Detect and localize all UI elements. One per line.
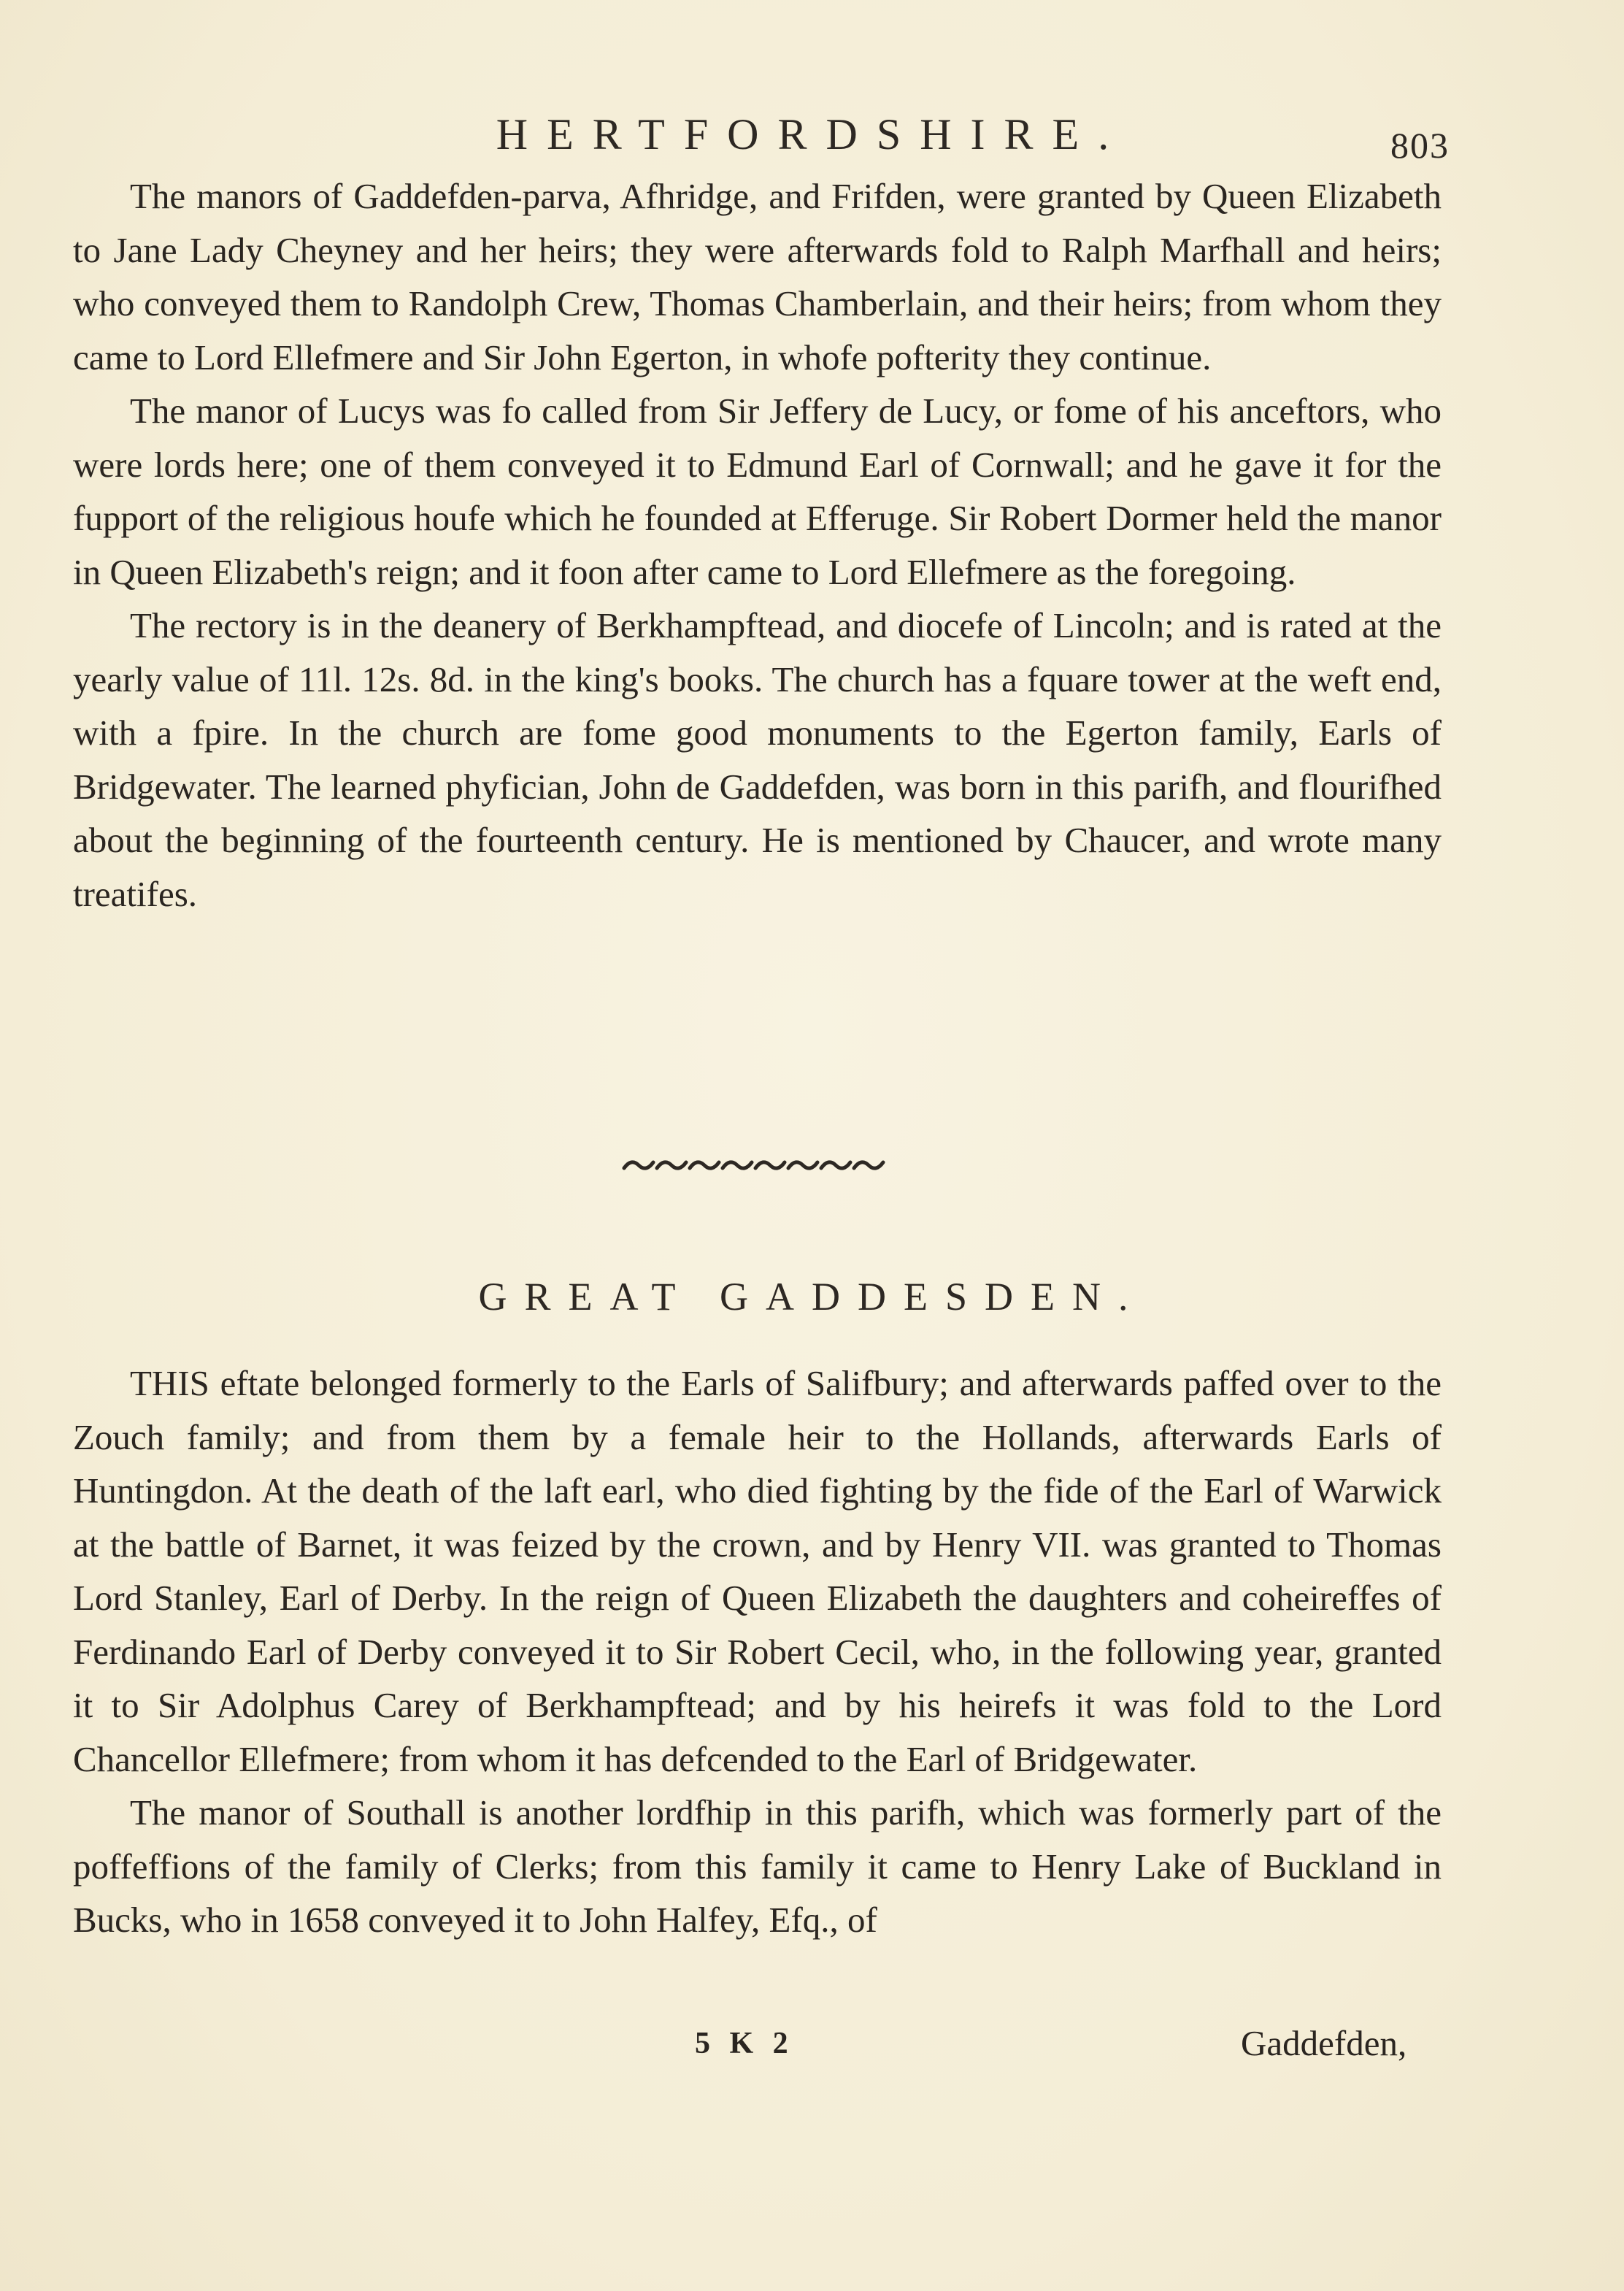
paragraph-estate-history: THIS eftate belonged formerly to the Earls of Salifbury; and afterwards paffed over to the Zouch family; and from them by a female heir to the Hollands, afterwards Earls of Huntingdon. At the death of the laft earl, who died fighting by the fide of the Earl of Warwick at the battle of Barnet, it was feized by the crown, and by Henry VII. was granted to Thomas Lord Stanley, Earl of Derby. In the reign of Queen Elizabeth the daughters and coheireffes of Ferdinando Earl of Derby conveyed it to Sir Robert Cecil, who, in the following year, granted it to Sir Adolphus Carey of Berkhampftead; and by his heirefs it was fold to the Lord Chancellor Ellefmere; from whom it has defcended to the Earl of Bridgewater. bbox=[73, 1363, 1442, 1779]
catchword: Gaddefden, bbox=[1241, 2023, 1407, 2063]
section-title-great-gaddesden: GREAT GADDESDEN. bbox=[478, 1275, 1146, 1319]
signature-mark: 5 K 2 bbox=[695, 2027, 794, 2060]
paragraph-rectory: The rectory is in the deanery of Berkhampftead, and diocefe of Lincoln; and is rated at the yearly value of 11l. 12s. 8d. in the king's books. The church has a fquare tower at the weft end, with a fpire. In the church are fome good monuments to the Egerton family, Earls of Bridgewater. The learned phyfician, John de Gaddefden, was born in this parifh, and flourifhed about the beginning of the fourteenth century. He is mentioned by Chaucer, and wrote many treatifes. bbox=[73, 605, 1442, 914]
section-2-text bbox=[73, 1356, 1442, 1947]
ornamental-divider bbox=[620, 1154, 912, 1175]
running-head: HERTFORDSHIRE. bbox=[496, 110, 1128, 158]
page-number: 803 bbox=[1390, 125, 1450, 166]
paragraph-manors-gaddesden-parva: The manors of Gaddefden-parva, Afhridge, and Frifden, were granted by Queen Elizabeth to Jane Lady Cheyney and her heirs; they were afterwards fold to Ralph Marfhall and heirs; who conveyed them to Randolph Crew, Thomas Chamberlain, and their heirs; from whom they came to Lord Ellefmere and Sir John Egerton, in whofe pofterity they continue. bbox=[73, 176, 1442, 377]
paragraph-manor-southall: The manor of Southall is another lordfhip in this parifh, which was formerly part of the poffeffions of the family of Clerks; from this family it came to Henry Lake of Buckland in Bucks, who in 1658 conveyed it to John Halfey, Efq., of bbox=[73, 1792, 1442, 1940]
section-1-text bbox=[73, 169, 1442, 921]
paragraph-manor-lucys: The manor of Lucys was fo called from Sir Jeffery de Lucy, or fome of his anceftors, who were lords here; one of them conveyed it to Edmund Earl of Cornwall; and he gave it for the fupport of the religious houfe which he founded at Efferuge. Sir Robert Dormer held the manor in Queen Elizabeth's reign; and it foon after came to Lord Ellefmere as the foregoing. bbox=[73, 391, 1442, 592]
